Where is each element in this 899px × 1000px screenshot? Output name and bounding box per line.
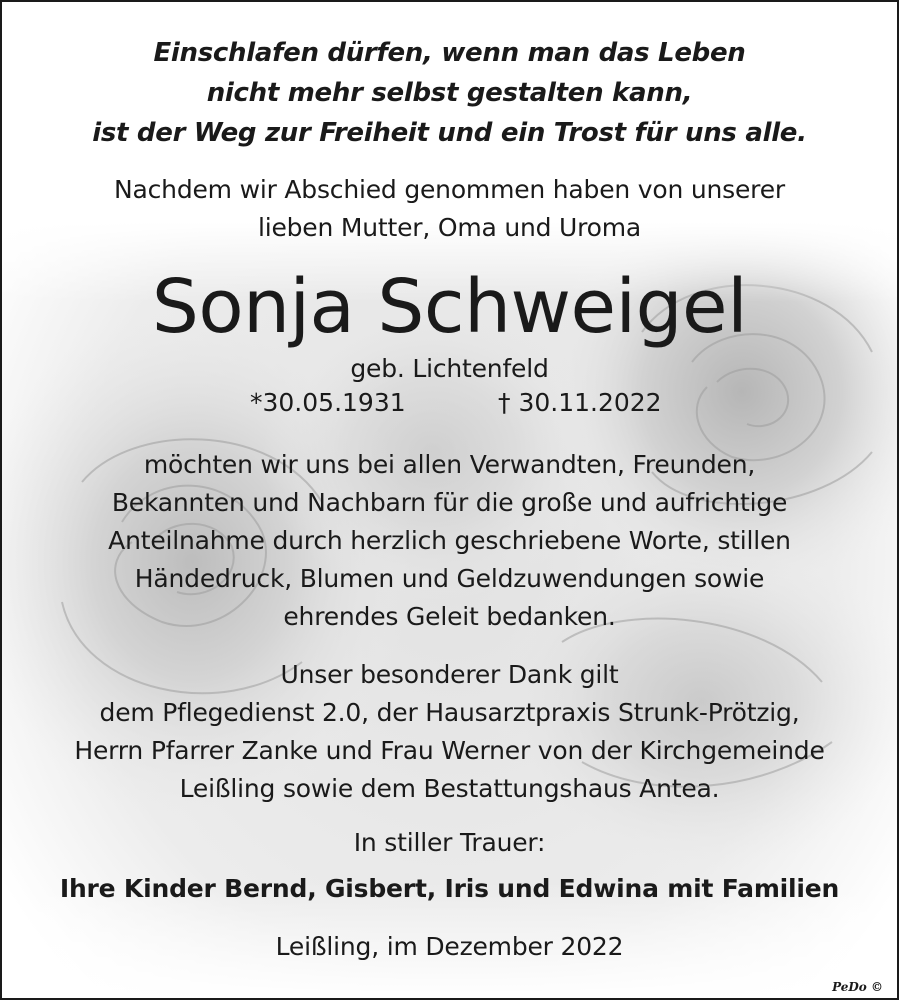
thanks-line-4: Händedruck, Blumen und Geldzuwendungen sowie bbox=[134, 564, 765, 593]
thanks-line-3: Anteilnahme durch herzlich geschriebene Worte, stillen bbox=[108, 526, 791, 555]
death-date: † 30.11.2022 bbox=[498, 388, 662, 417]
thanks-line-5: ehrendes Geleit bedanken. bbox=[283, 602, 616, 631]
intro-line-1: Nachdem wir Abschied genommen haben von unserer bbox=[114, 175, 785, 204]
special-thanks-line-1: Unser besonderer Dank gilt bbox=[280, 660, 619, 689]
deceased-name: Sonja Schweigel bbox=[151, 264, 748, 350]
place-date: Leißling, im Dezember 2022 bbox=[275, 932, 624, 961]
intro-line-2: lieben Mutter, Oma und Uroma bbox=[257, 213, 642, 242]
motto-line-2: nicht mehr selbst gestalten kann, bbox=[206, 78, 693, 108]
designer-signature: PeDo © bbox=[832, 980, 883, 994]
life-dates bbox=[2, 388, 897, 428]
signers: Ihre Kinder Bernd, Gisbert, Iris und Edwina mit Familien bbox=[59, 874, 840, 903]
mourning-label: In stiller Trauer: bbox=[353, 828, 546, 857]
birth-date: *30.05.1931 bbox=[250, 388, 406, 417]
thanks-line-2: Bekannten und Nachbarn für die große und aufrichtige bbox=[111, 488, 788, 517]
birth-name: geb. Lichtenfeld bbox=[350, 354, 549, 383]
motto-line-3: ist der Weg zur Freiheit und ein Trost für uns alle. bbox=[92, 118, 807, 148]
special-thanks-line-3: Herrn Pfarrer Zanke und Frau Werner von der Kirchgemeinde bbox=[74, 736, 825, 765]
motto-line-1: Einschlafen dürfen, wenn man das Leben bbox=[153, 38, 746, 68]
special-thanks-line-2: dem Pflegedienst 2.0, der Hausarztpraxis Strunk-Prötzig, bbox=[99, 698, 800, 727]
notice-content bbox=[2, 2, 897, 998]
thanks-line-1: möchten wir uns bei allen Verwandten, Freunden, bbox=[143, 450, 756, 479]
special-thanks-line-4: Leißling sowie dem Bestattungshaus Antea. bbox=[179, 774, 720, 803]
